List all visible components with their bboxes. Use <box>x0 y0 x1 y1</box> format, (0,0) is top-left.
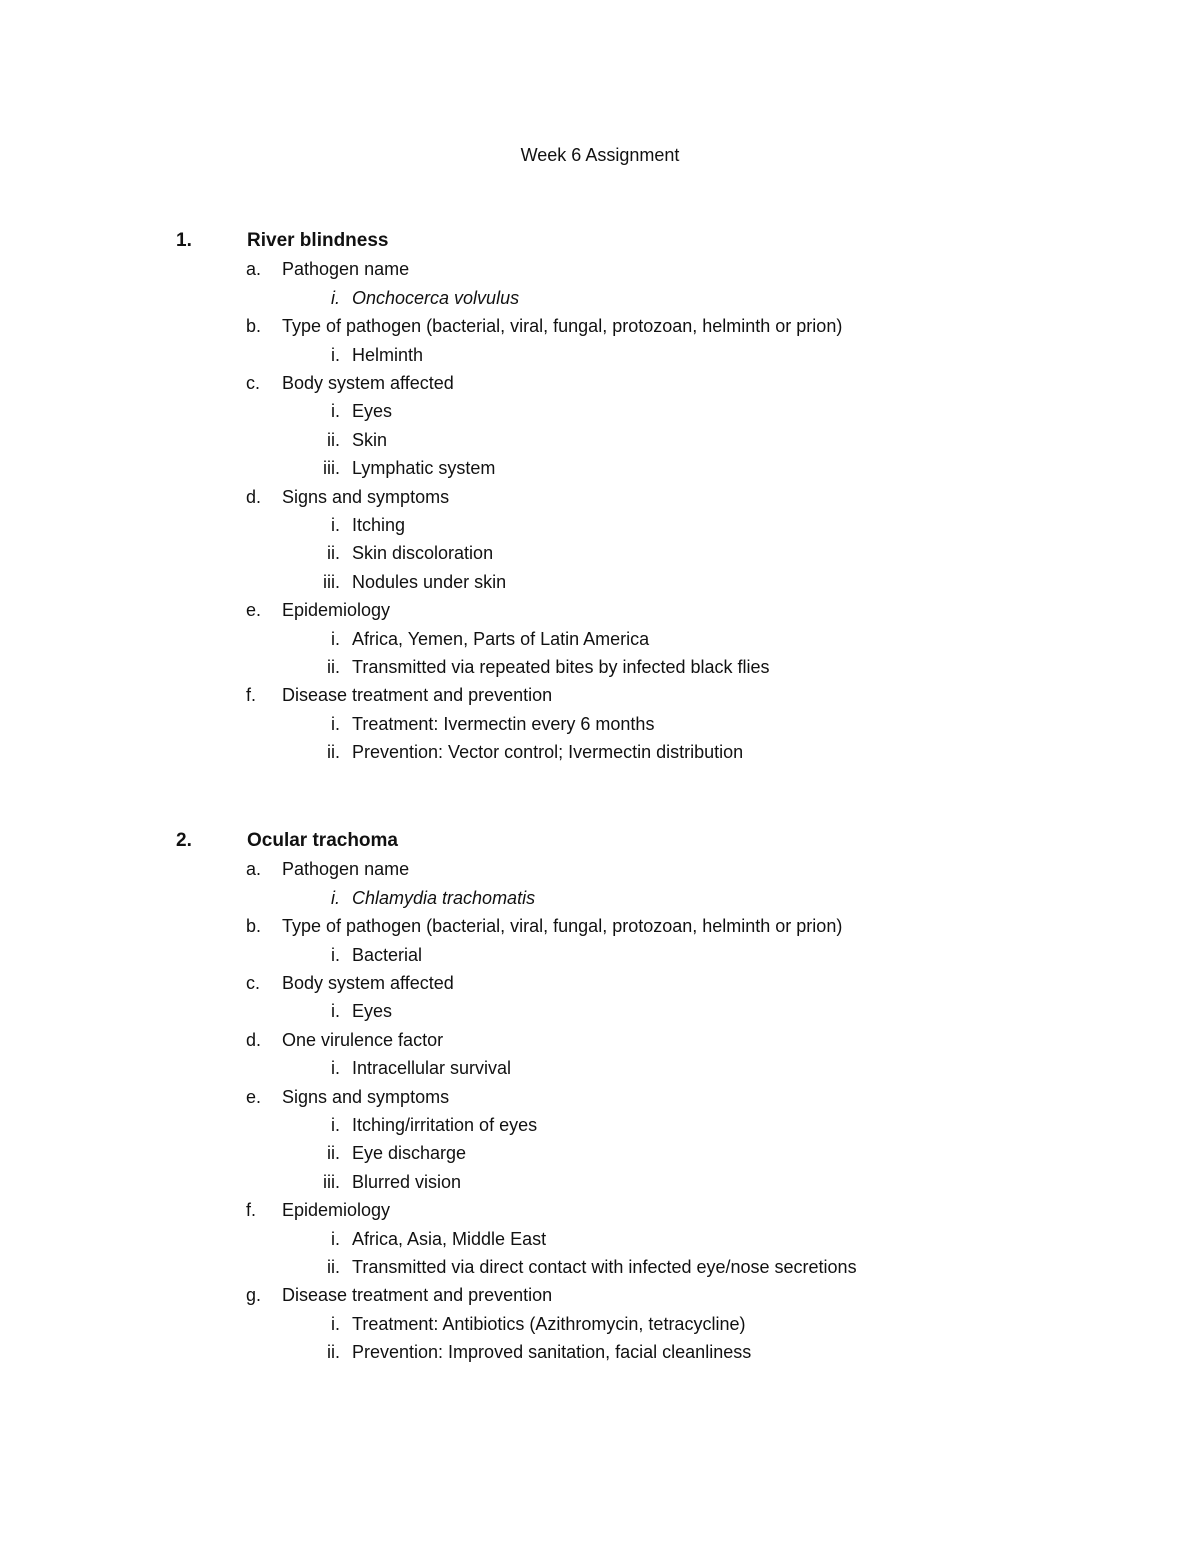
item-label: Type of pathogen (bacterial, viral, fungal, protozoan, helminth or prion) <box>282 916 843 937</box>
subitem-marker: i. <box>331 1313 340 1334</box>
outline-item <box>0 257 1200 281</box>
outline-subitem <box>0 570 1200 594</box>
outline-subitem <box>0 627 1200 651</box>
section-heading <box>0 829 1200 853</box>
subitem-marker: ii. <box>327 1257 340 1277</box>
item-marker: a. <box>246 259 262 280</box>
item-marker: g. <box>246 1285 262 1306</box>
item-label: Signs and symptoms <box>282 1086 450 1107</box>
item-marker: f. <box>246 1200 257 1221</box>
subitem-marker: ii. <box>327 1342 340 1363</box>
subitem-marker: i. <box>331 628 340 649</box>
subitem-text: Eye discharge <box>352 1143 467 1164</box>
section-number: 2. <box>176 830 192 851</box>
outline-item <box>0 1198 1200 1222</box>
subitem-text: Transmitted via direct contact with infected eye/nose secretions <box>352 1257 857 1277</box>
item-marker: e. <box>246 600 262 621</box>
outline-subitem <box>0 1255 1200 1279</box>
outline-subitem <box>0 712 1200 736</box>
outline-subitem <box>0 1312 1200 1336</box>
outline-item <box>0 1085 1200 1109</box>
subitem-text: Eyes <box>352 1001 393 1022</box>
outline-item <box>0 914 1200 938</box>
subitem-text: Nodules under skin <box>352 571 507 592</box>
subitem-marker: i. <box>331 713 340 734</box>
item-label: One virulence factor <box>282 1029 444 1050</box>
subitem-marker: i. <box>331 1228 340 1249</box>
subitem-marker: i. <box>331 344 340 365</box>
item-label: Type of pathogen (bacterial, viral, fungal, protozoan, helminth or prion) <box>282 316 843 337</box>
outline-item <box>0 314 1200 338</box>
outline-item <box>0 857 1200 881</box>
outline-item <box>0 971 1200 995</box>
item-label: Pathogen name <box>282 259 410 280</box>
section-heading-text: Ocular trachoma <box>247 830 398 851</box>
item-marker: b. <box>246 916 262 937</box>
outline-subitem <box>0 541 1200 565</box>
outline-subitem <box>0 428 1200 452</box>
section-heading <box>0 229 1200 253</box>
item-label: Body system affected <box>282 973 454 993</box>
section-number: 1. <box>176 230 192 251</box>
item-marker: d. <box>246 1029 262 1050</box>
outline-subitem <box>0 399 1200 423</box>
item-marker: f. <box>246 685 257 706</box>
outline-item <box>0 683 1200 707</box>
outline-subitem <box>0 1170 1200 1194</box>
subitem-marker: i. <box>331 1115 340 1135</box>
outline-subitem <box>0 286 1200 310</box>
outline-subitem <box>0 1227 1200 1251</box>
outline-item <box>0 371 1200 395</box>
item-label: Pathogen name <box>282 859 410 880</box>
subitem-marker: i. <box>331 287 340 308</box>
subitem-marker: i. <box>331 1001 340 1022</box>
item-label: Disease treatment and prevention <box>282 685 553 706</box>
item-marker: e. <box>246 1086 262 1107</box>
outline-subitem <box>0 1056 1200 1080</box>
outline-subitem <box>0 740 1200 764</box>
outline-item <box>0 1028 1200 1052</box>
item-label: Epidemiology <box>282 1200 391 1221</box>
subitem-marker: iii. <box>323 571 340 592</box>
subitem-text: Treatment: Antibiotics (Azithromycin, tetracycline) <box>352 1313 746 1334</box>
subitem-marker: iii. <box>323 1171 340 1192</box>
page-title: Week 6 Assignment <box>520 145 680 165</box>
item-marker: a. <box>246 859 262 880</box>
outline-subitem <box>0 655 1200 679</box>
subitem-text: Skin discoloration <box>352 543 494 564</box>
subitem-marker: ii. <box>327 543 340 564</box>
subitem-text: Africa, Asia, Middle East <box>352 1228 547 1249</box>
item-marker: c. <box>246 373 261 393</box>
outline-subitem <box>0 886 1200 910</box>
subitem-marker: iii. <box>323 458 340 479</box>
subitem-text: Blurred vision <box>352 1171 462 1192</box>
subitem-text: Chlamydia trachomatis <box>352 887 536 908</box>
subitem-marker: ii. <box>327 657 340 677</box>
section-heading-text: River blindness <box>247 230 389 251</box>
item-label: Disease treatment and prevention <box>282 1285 553 1306</box>
subitem-text: Lymphatic system <box>352 458 496 479</box>
subitem-text: Onchocerca volvulus <box>352 287 520 308</box>
outline-subitem <box>0 999 1200 1023</box>
subitem-marker: i. <box>331 944 340 965</box>
subitem-text: Africa, Yemen, Parts of Latin America <box>352 628 650 649</box>
subitem-marker: i. <box>331 1058 340 1079</box>
item-label: Epidemiology <box>282 600 391 621</box>
outline-item <box>0 485 1200 509</box>
outline-subitem <box>0 456 1200 480</box>
subitem-text: Treatment: Ivermectin every 6 months <box>352 713 655 734</box>
outline-item <box>0 1283 1200 1307</box>
subitem-text: Helminth <box>352 344 424 365</box>
subitem-marker: i. <box>331 515 340 535</box>
outline-item <box>0 598 1200 622</box>
subitem-text: Bacterial <box>352 944 423 965</box>
subitem-text: Itching/irritation of eyes <box>352 1115 538 1135</box>
subitem-marker: i. <box>331 401 340 422</box>
item-marker: d. <box>246 486 262 507</box>
outline-subitem <box>0 1141 1200 1165</box>
item-label: Body system affected <box>282 373 454 393</box>
subitem-text: Itching <box>352 515 406 535</box>
outline-subitem <box>0 1340 1200 1364</box>
subitem-text: Prevention: Vector control; Ivermectin distribution <box>352 742 744 763</box>
subitem-text: Prevention: Improved sanitation, facial cleanliness <box>352 1342 752 1363</box>
outline-subitem <box>0 513 1200 537</box>
item-label: Signs and symptoms <box>282 486 450 507</box>
subitem-marker: ii. <box>327 742 340 763</box>
item-marker: c. <box>246 973 261 993</box>
subitem-text: Intracellular survival <box>352 1058 512 1079</box>
subitem-marker: i. <box>331 887 340 908</box>
subitem-text: Eyes <box>352 401 393 422</box>
subitem-text: Transmitted via repeated bites by infected black flies <box>352 657 770 677</box>
outline-subitem <box>0 943 1200 967</box>
subitem-marker: ii. <box>327 1143 340 1164</box>
subitem-text: Skin <box>352 429 388 450</box>
outline-subitem <box>0 1113 1200 1137</box>
outline-subitem <box>0 343 1200 367</box>
item-marker: b. <box>246 316 262 337</box>
subitem-marker: ii. <box>327 429 340 450</box>
